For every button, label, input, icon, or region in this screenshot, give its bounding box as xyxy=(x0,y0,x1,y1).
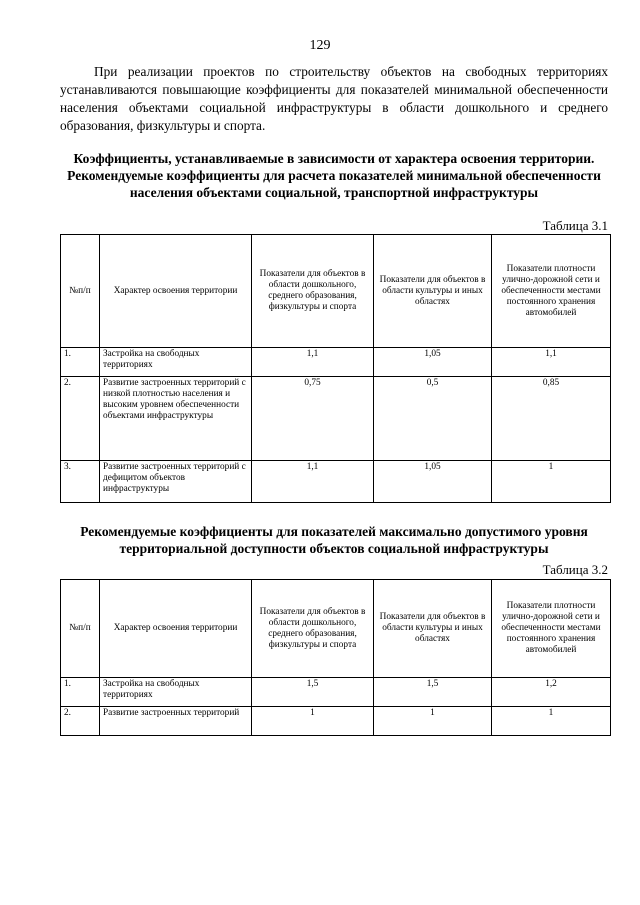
table-row xyxy=(61,377,611,461)
header-road-network: Показатели плотности улично-дорожной сети и обеспеченности местами постоянного хранения автомобилей xyxy=(492,580,611,678)
row-road-value: 1,2 xyxy=(492,678,611,707)
row-territory-type: Развитие застроенных территорий с низкой плотностью населения и высоким уровнем обеспеченности объектами инфраструктуры xyxy=(100,377,252,461)
header-road-network: Показатели плотности улично-дорожной сети и обеспеченности местами постоянного хранения автомобилей xyxy=(492,235,611,348)
row-road-value: 1 xyxy=(492,461,611,503)
table2-caption: Таблица 3.2 xyxy=(542,562,608,577)
table-row xyxy=(61,461,611,503)
row-num: 1. xyxy=(61,678,100,707)
header-territory-type: Характер освоения территории xyxy=(100,580,252,678)
header-culture: Показатели для объектов в области культуры и иных областях xyxy=(374,580,492,678)
row-culture-value: 1,5 xyxy=(374,678,492,707)
row-num: 1. xyxy=(61,348,100,377)
row-num: 3. xyxy=(61,461,100,503)
row-culture-value: 0,5 xyxy=(374,377,492,461)
row-territory-type: Развитие застроенных территорий xyxy=(100,707,252,736)
table-row xyxy=(61,678,611,707)
row-territory-type: Развитие застроенных территорий с дефицитом объектов инфраструктуры xyxy=(100,461,252,503)
row-road-value: 1,1 xyxy=(492,348,611,377)
header-education: Показатели для объектов в области дошкольного, среднего образования, физкультуры и спорта xyxy=(252,580,374,678)
row-education-value: 0,75 xyxy=(252,377,374,461)
page-number: 129 xyxy=(309,38,331,53)
row-culture-value: 1,05 xyxy=(374,348,492,377)
table-row xyxy=(61,707,611,736)
header-num: №п/п xyxy=(61,235,100,348)
row-num: 2. xyxy=(61,707,100,736)
table1-caption: Таблица 3.1 xyxy=(542,218,608,233)
table1-title: Коэффициенты, устанавливаемые в зависимости от характера освоения территории. Рекомендуемые коэффициенты для расчета показателей минимальной обеспеченности населения объектами социальной, транспортной инфраструктуры xyxy=(67,151,601,200)
row-territory-type: Застройка на свободных территориях xyxy=(100,348,252,377)
header-territory-type: Характер освоения территории xyxy=(100,235,252,348)
header-num: №п/п xyxy=(61,580,100,678)
row-education-value: 1 xyxy=(252,707,374,736)
table2-title: Рекомендуемые коэффициенты для показателей максимально допустимого уровня территориальной доступности объектов социальной инфраструктуры xyxy=(80,524,588,556)
header-culture: Показатели для объектов в области культуры и иных областях xyxy=(374,235,492,348)
row-road-value: 0,85 xyxy=(492,377,611,461)
row-territory-type: Застройка на свободных территориях xyxy=(100,678,252,707)
row-education-value: 1,1 xyxy=(252,348,374,377)
row-culture-value: 1,05 xyxy=(374,461,492,503)
table-row xyxy=(61,348,611,377)
header-education: Показатели для объектов в области дошкольного, среднего образования, физкультуры и спорта xyxy=(252,235,374,348)
intro-paragraph: При реализации проектов по строительству объектов на свободных территориях устанавливаются повышающие коэффициенты для показателей минимальной обеспеченности населения объектами социальной инфраструктуры в области дошкольного и среднего образования, физкультуры и спорта. xyxy=(60,64,608,133)
row-education-value: 1,1 xyxy=(252,461,374,503)
row-num: 2. xyxy=(61,377,100,461)
coefficients-table xyxy=(60,234,611,503)
accessibility-table xyxy=(60,579,611,736)
row-road-value: 1 xyxy=(492,707,611,736)
row-culture-value: 1 xyxy=(374,707,492,736)
row-education-value: 1,5 xyxy=(252,678,374,707)
